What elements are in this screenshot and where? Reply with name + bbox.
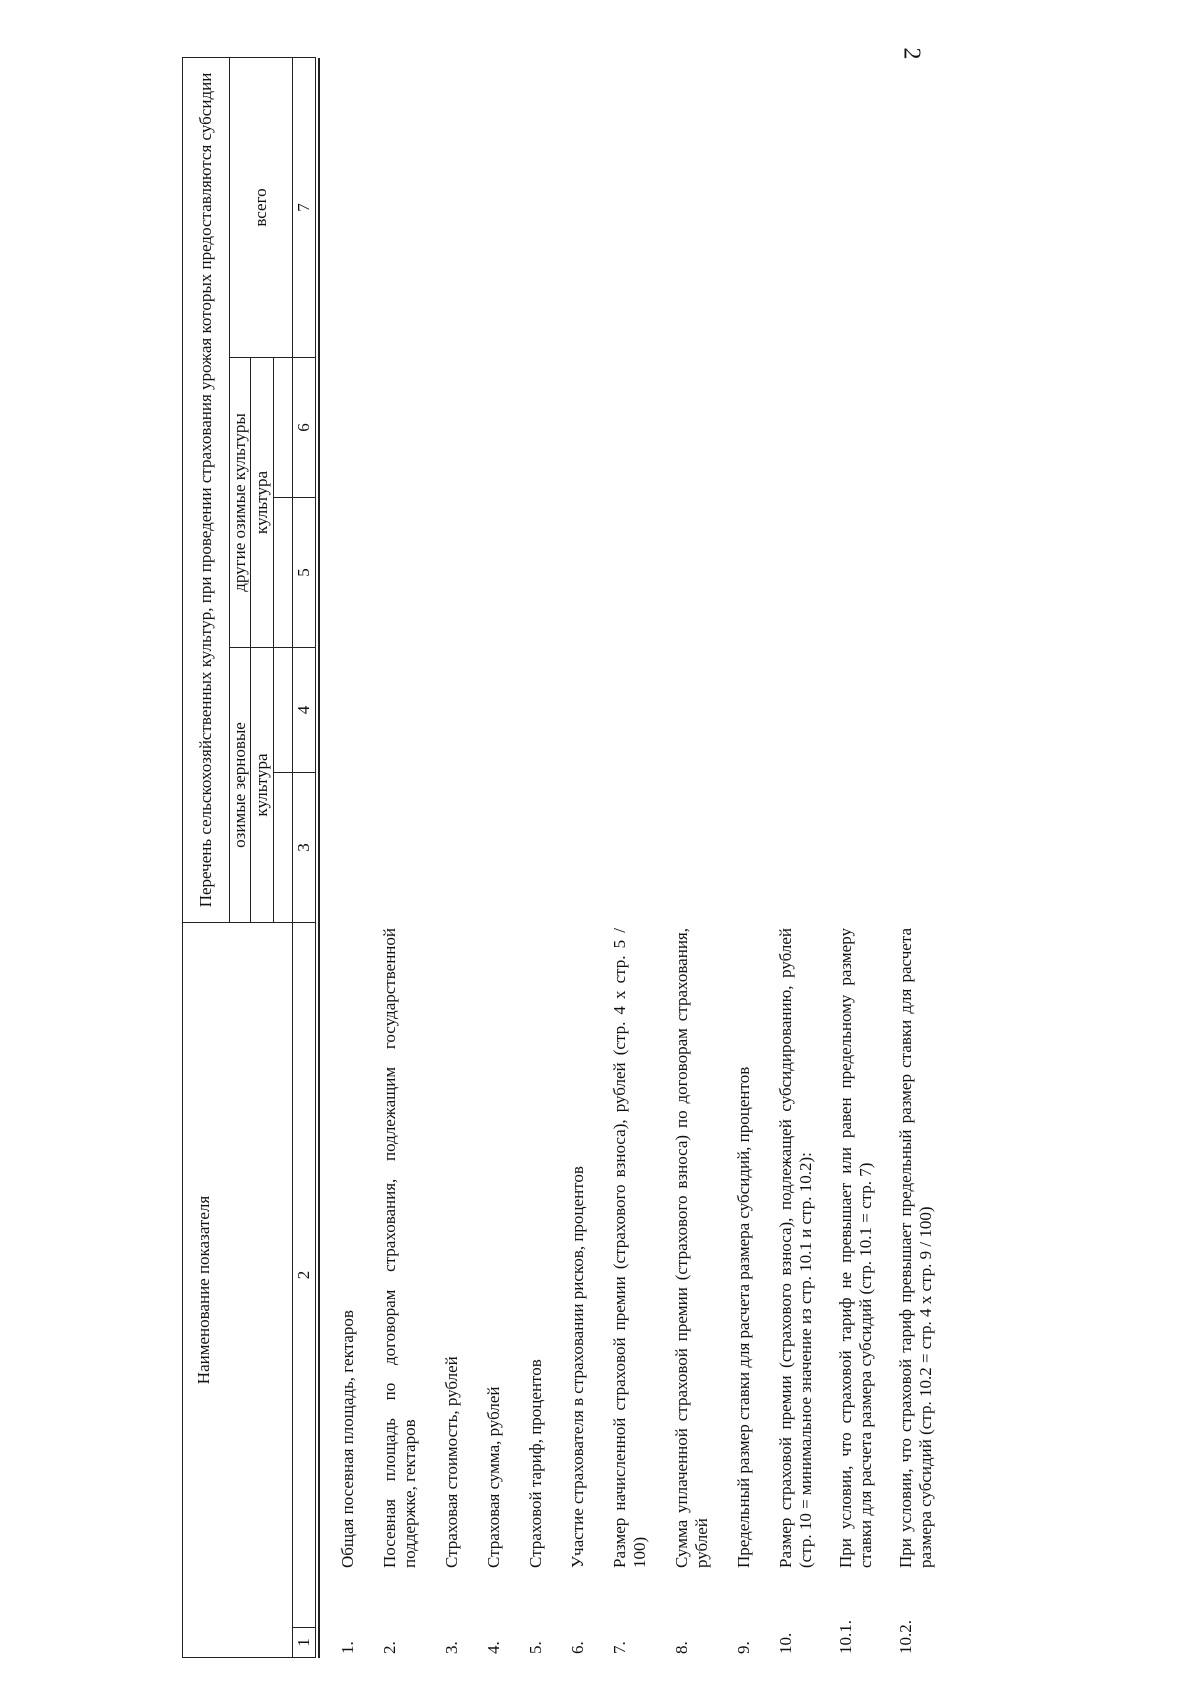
row-label: Посевная площадь по договорам страхования, подлежащим государственной поддержке, гектаров	[380, 928, 419, 1568]
table-row	[526, 928, 546, 1658]
col-number: 6	[293, 358, 316, 498]
row-number: 9.	[734, 1641, 753, 1654]
table-row	[610, 928, 650, 1658]
page-number: 2	[898, 47, 925, 60]
row-label: Страховой тариф, процентов	[526, 1359, 545, 1568]
total-header: всего	[230, 57, 293, 357]
table-row	[836, 928, 876, 1658]
row-number: 4.	[484, 1641, 503, 1654]
col-number: 5	[293, 498, 316, 648]
row-number: 3.	[442, 1641, 461, 1654]
blank-cell	[274, 773, 293, 923]
row-label: Предельный размер ставки для расчета размера субсидий, процентов	[734, 1066, 753, 1568]
row-label: Размер начисленной страховой премии (страхового взноса), рублей (стр. 4 x стр. 5 / 100)	[610, 928, 649, 1568]
blank-cell	[274, 498, 293, 648]
indicator-name-header: Наименование показателя	[183, 923, 293, 1658]
table-row	[734, 928, 754, 1658]
row-label: Страховая сумма, рублей	[484, 1386, 503, 1568]
col-number: 3	[293, 773, 316, 923]
indicator-table-header	[182, 57, 316, 1658]
table-row	[442, 928, 462, 1658]
header-bottom-rule	[318, 58, 320, 1658]
row-number: 1.	[338, 1641, 357, 1654]
row-number: 5.	[526, 1641, 545, 1654]
row-label: При условии, что страховой тариф превышает предельный размер ставки для расчета размера субсидий (стр. 10.2 = стр. 4 x стр. 9 / 100)	[896, 928, 935, 1568]
table-row	[380, 928, 420, 1658]
row-number: 10.	[776, 1632, 795, 1654]
row-number: 10.2.	[896, 1620, 915, 1654]
row-number: 10.1.	[836, 1620, 855, 1654]
group-winter-grain: озимые зерновые	[230, 648, 251, 923]
blank-cell	[274, 358, 293, 498]
row-label: При условии, что страховой тариф не превышает или равен предельному размеру ставки для расчета размера субсидий (стр. 10.1 = стр. 7)	[836, 928, 875, 1568]
col-number: 7	[293, 57, 316, 357]
row-number: 2.	[380, 1641, 399, 1654]
rotated-form-page	[182, 58, 1142, 1658]
group-other-winter: другие озимые культуры	[230, 358, 251, 648]
row-label: Страховая стоимость, рублей	[442, 1356, 461, 1568]
col-number: 4	[293, 648, 316, 773]
col-number: 1	[293, 1628, 316, 1658]
blank-cell	[274, 648, 293, 773]
table-row	[896, 928, 936, 1658]
subheader-crop-1: культура	[251, 648, 274, 923]
indicator-rows	[338, 928, 956, 1658]
row-label: Размер страховой премии (страхового взноса), подлежащей субсидированию, рублей (стр. 10 = минимальное значение из стр. 10.1 и стр. 10.2):	[776, 928, 815, 1568]
row-label: Участие страхователя в страховании рисков, процентов	[568, 1166, 587, 1568]
row-label: Сумма уплаченной страховой премии (страхового взноса) по договорам страхования, рублей	[672, 928, 711, 1568]
subheader-crop-2: культура	[251, 358, 274, 648]
table-row	[568, 928, 588, 1658]
table-row	[672, 928, 712, 1658]
table-row	[484, 928, 504, 1658]
table-row	[776, 928, 816, 1658]
table-row	[338, 928, 358, 1658]
col-number: 2	[293, 923, 316, 1628]
crop-list-title: Перечень сельскохозяйственных культур, при проведении страхования урожая которых предоставляются субсидии	[183, 57, 230, 922]
row-number: 7.	[610, 1641, 629, 1654]
row-number: 8.	[672, 1641, 691, 1654]
row-label: Общая посевная площадь, гектаров	[338, 1310, 357, 1568]
row-number: 6.	[568, 1641, 587, 1654]
